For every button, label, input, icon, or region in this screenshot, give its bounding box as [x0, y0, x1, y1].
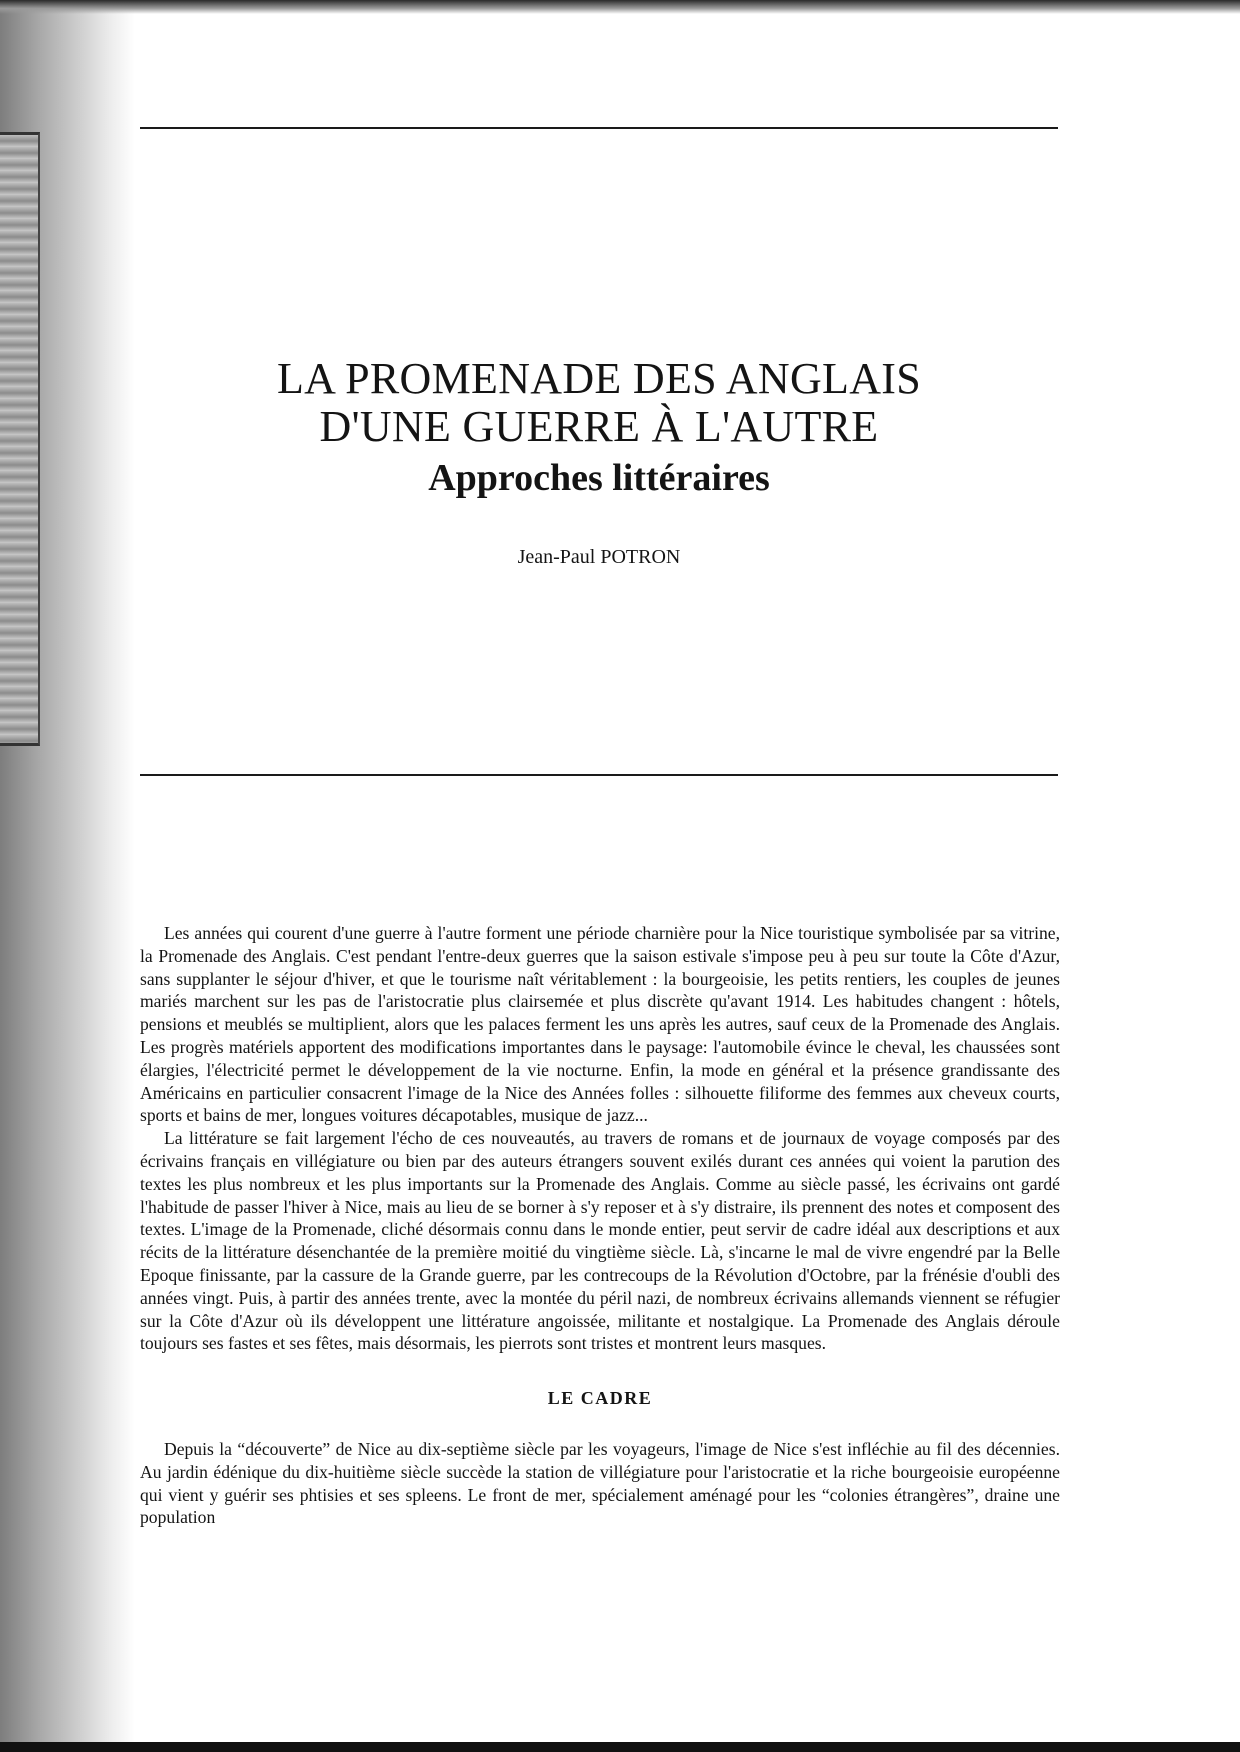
- facing-page-border: [0, 132, 40, 746]
- separator-rule: [140, 774, 1058, 776]
- author-name: Jean-Paul POTRON: [517, 546, 681, 568]
- top-rule: [140, 127, 1058, 129]
- body-paragraph: La littérature se fait largement l'écho de ces nouveautés, au travers de romans et de journaux de voyage composés par des écrivains français en villégiature ou bien par des auteurs étrangers souvent exilés durant ces années qui voient la parution des textes les plus nombreux et les plus importants sur la Promenade des Anglais. Comme au siècle passé, les écrivains ont gardé l'habitude de passer l'hiver à Nice, mais au lieu de se borner à s'y reposer et à s'y distraire, ils prennent des notes et composent des textes. L'image de la Promenade, cliché désormais connu dans le monde entier, peut servir de cadre idéal aux descriptions et aux récits de la littérature désenchantée de la première moitié du vingtième siècle. Là, s'incarne le mal de vivre engendré par la Belle Epoque finissante, par la cassure de la Grande guerre, par les contrecoups de la Révolution d'Octobre, par la frénésie d'oubli des années vingt. Puis, à partir des années trente, avec la montée du péril nazi, de nombreux écrivains allemands viennent se réfugier sur la Côte d'Azur où ils développent une littérature angoissée, militante et nostalgique. La Promenade des Anglais déroule toujours ses fastes et ses fêtes, mais désormais, les pierrots sont tristes et montrent leurs masques.: [140, 1128, 1060, 1354]
- article-body: [140, 922, 1060, 1529]
- body-paragraph: Les années qui courent d'une guerre à l'autre forment une période charnière pour la Nice touristique symbolisée par sa vitrine, la Promenade des Anglais. C'est pendant l'entre-deux guerres que la saison estivale s'impose peu à peu sur toute la Côte d'Azur, sans supplanter le séjour d'hiver, et que le tourisme naît véritablement : la bourgeoisie, les petits rentiers, les couples de jeunes mariés marchent sur les pas de l'aristocratie plus clairsemée et plus discrète qu'avant 1914. Les habitudes changent : hôtels, pensions et meublés se multiplient, alors que les palaces ferment les uns après les autres, sauf ceux de la Promenade des Anglais. Les progrès matériels apportent des modifications importantes dans le paysage: l'automobile évince le cheval, les chaussées sont élargies, l'électricité permet le développement de la vie nocturne. Enfin, la mode en général et la présence grandissante des Américains en particulier consacrent l'image de la Nice des Années folles : silhouette filiforme des femmes aux cheveux courts, sports et bains de mer, longues voitures décapotables, musique de jazz...: [140, 923, 1060, 1126]
- section-heading: LE CADRE: [547, 1388, 653, 1409]
- body-paragraph: Depuis la “découverte” de Nice au dix-septième siècle par les voyageurs, l'image de Nice s'est infléchie au fil des décennies. Au jardin édénique du dix-huitième siècle succède la station de villégiature pour l'aristocratie et la riche bourgeoisie européenne qui vient y guérir ses phtisies et ses spleens. Le front de mer, spécialement aménagé pour les “colonies étrangères”, draine une population: [140, 1438, 1060, 1528]
- title-line-2: D'UNE GUERRE À L'AUTRE: [319, 402, 879, 451]
- scan-bottom-edge: [0, 1742, 1240, 1752]
- scan-top-edge: [0, 0, 1240, 14]
- article-title-block: [140, 355, 1058, 569]
- article-subtitle: Approches littéraires: [428, 457, 770, 499]
- title-line-1: LA PROMENADE DES ANGLAIS: [276, 354, 922, 403]
